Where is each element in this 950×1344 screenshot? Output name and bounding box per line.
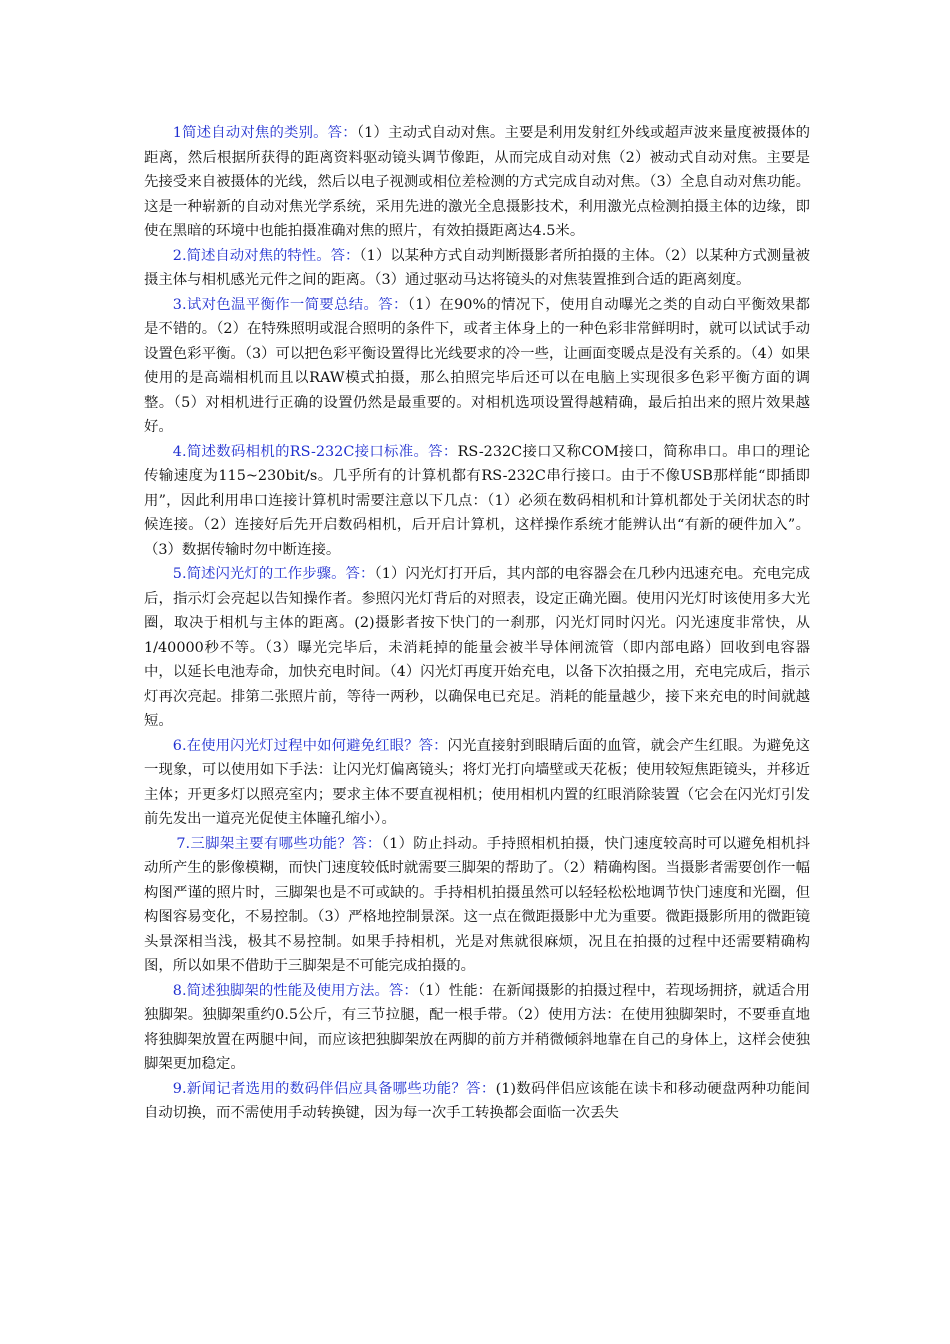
qa-paragraph-5 [144, 562, 810, 734]
qa-paragraph-6 [144, 734, 810, 832]
answer-text: （1）闪光灯打开后，其内部的电容器会在几秒内迅速充电。充电完成后，指示灯会亮起以告知操作者。参照闪光灯背后的对照表，设定正确光圈。使用闪光灯时该使用多大光圈，取决于相机与主体的距离。(2)摄影者按下快门的一刹那，闪光灯同时闪光。闪光速度非常快，从1/40000秒不等。（3）曝光完毕后，未消耗掉的能量会被半导体闸流管（即内部电路）回收到电容器中，以延长电池寿命，加快充电时间。（4）闪光灯再度开始充电，以备下次拍摄之用，充电完成后，指示灯再次亮起。排第二张照片前，等待一两秒，以确保电已充足。消耗的能量越少，接下来充电的时间就越短。 [144, 566, 810, 729]
qa-paragraph-8 [144, 979, 810, 1077]
qa-paragraph-9 [144, 1077, 810, 1126]
question-text: 7.三脚架主要有哪些功能？答： [176, 835, 382, 852]
answer-text: （1）防止抖动。手持照相机拍摄，快门速度较高时可以避免相机抖动所产生的影像模糊，而快门速度较低时就需要三脚架的帮助了。（2）精确构图。当摄影者需要创作一幅构图严谨的照片时，三脚架也是不可或缺的。手持相机拍摄虽然可以轻轻松松地调节快门速度和光圈，但构图容易变化，不易控制。（3）严格地控制景深。这一点在微距摄影中尤为重要。微距摄影所用的微距镜头景深相当浅，极其不易控制。如果手持相机，光是对焦就很麻烦，况且在拍摄的过程中还需要精确构图，所以如果不借助于三脚架是不可能完成拍摄的。 [144, 835, 811, 974]
answer-text: （1）以某种方式自动判断摄影者所拍摄的主体。（2）以某种方式测量被摄主体与相机感光元件之间的距离。（3）通过驱动马达将镜头的对焦装置推到合适的距离刻度。 [144, 247, 810, 288]
qa-paragraph-7 [144, 832, 810, 979]
answer-text: （1）性能：在新闻摄影的拍摄过程中，若现场拥挤，就适合用独脚架。独脚架重约0.5公斤，有三节拉腿，配一根手带。（2）使用方法：在使用独脚架时，不要垂直地将独脚架放置在两腿中间，而应该把独脚架放在两脚的前方并稍微倾斜地靠在自己的身体上，这样会使独脚架更加稳定。 [144, 982, 810, 1072]
document-page [144, 121, 810, 1126]
answer-text: （1）主动式自动对焦。主要是利用发射红外线或超声波来量度被摄体的距离，然后根据所获得的距离资料驱动镜头调节像距，从而完成自动对焦（2）被动式自动对焦。主要是先接受来自被摄体的光线，然后以电子视测或相位差检测的方式完成自动对焦。（3）全息自动对焦功能。这是一种崭新的自动对焦光学系统，采用先进的激光全息摄影技术，利用激光点检测拍摄主体的边缘，即使在黑暗的环境中也能拍摄准确对焦的照片，有效拍摄距离达4.5米。 [144, 125, 810, 239]
question-text: 9.新闻记者选用的数码伴侣应具备哪些功能？答： [172, 1080, 496, 1097]
qa-paragraph-4 [144, 440, 810, 563]
question-text: 5.简述闪光灯的工作步骤。答： [172, 566, 375, 582]
question-text: 3.试对色温平衡作一简要总结。答： [172, 296, 408, 313]
answer-text: (1)数码伴侣应该能在读卡和移动硬盘两种功能间自动切换，而不需使用手动转换键，因为每一次手工转换都会面临一次丢失 [144, 1080, 810, 1121]
question-text: 1简述自动对焦的类别。答： [172, 125, 357, 141]
qa-paragraph-2 [144, 244, 810, 293]
question-text: 6.在使用闪光灯过程中如何避免红眼？答： [172, 737, 448, 754]
question-text: 4.简述数码相机的RS-232C接口标准。答： [172, 443, 458, 460]
question-text: 2.简述自动对焦的特性。答： [172, 247, 360, 264]
answer-text: （1）在90%的情况下，使用自动曝光之类的自动白平衡效果都是不错的。（2）在特殊照明或混合照明的条件下，或者主体身上的一种色彩非常鲜明时，就可以试试手动设置色彩平衡。（3）可以把色彩平衡设置得比光线要求的冷一些，让画面变暖点是没有关系的。（4）如果使用的是高端相机而且以RAW模式拍摄，那么拍照完毕后还可以在电脑上实现很多色彩平衡方面的调整。（5）对相机进行正确的设置仍然是最重要的。对相机选项设置得越精确，最后拍出来的照片效果越好。 [144, 296, 810, 435]
answer-text: 闪光直接射到眼睛后面的血管，就会产生红眼。为避免这一现象，可以使用如下手法：让闪光灯偏离镜头；将灯光打向墙壁或天花板；使用较短焦距镜头，并移近主体；开更多灯以照亮室内；要求主体不要直视相机；使用相机内置的红眼消除装置（它会在闪光灯引发前先发出一道亮光促使主体瞳孔缩小）。 [144, 737, 810, 827]
qa-paragraph-3 [144, 293, 810, 440]
question-text: 8.简述独脚架的性能及使用方法。答： [172, 982, 418, 999]
answer-text: RS-232C接口又称COM接口，简称串口。串口的理论传输速度为115~230bit/s。几乎所有的计算机都有RS-232C串行接口。由于不像USB那样能“即插即用”，因此利用串口连接计算机时需要注意以下几点：（1）必须在数码相机和计算机都处于关闭状态的时候连接。（2）连接好后先开启数码相机，后开启计算机，这样操作系统才能辨认出“有新的硬件加入”。（3）数据传输时勿中断连接。 [144, 443, 810, 558]
qa-paragraph-1 [144, 121, 810, 244]
